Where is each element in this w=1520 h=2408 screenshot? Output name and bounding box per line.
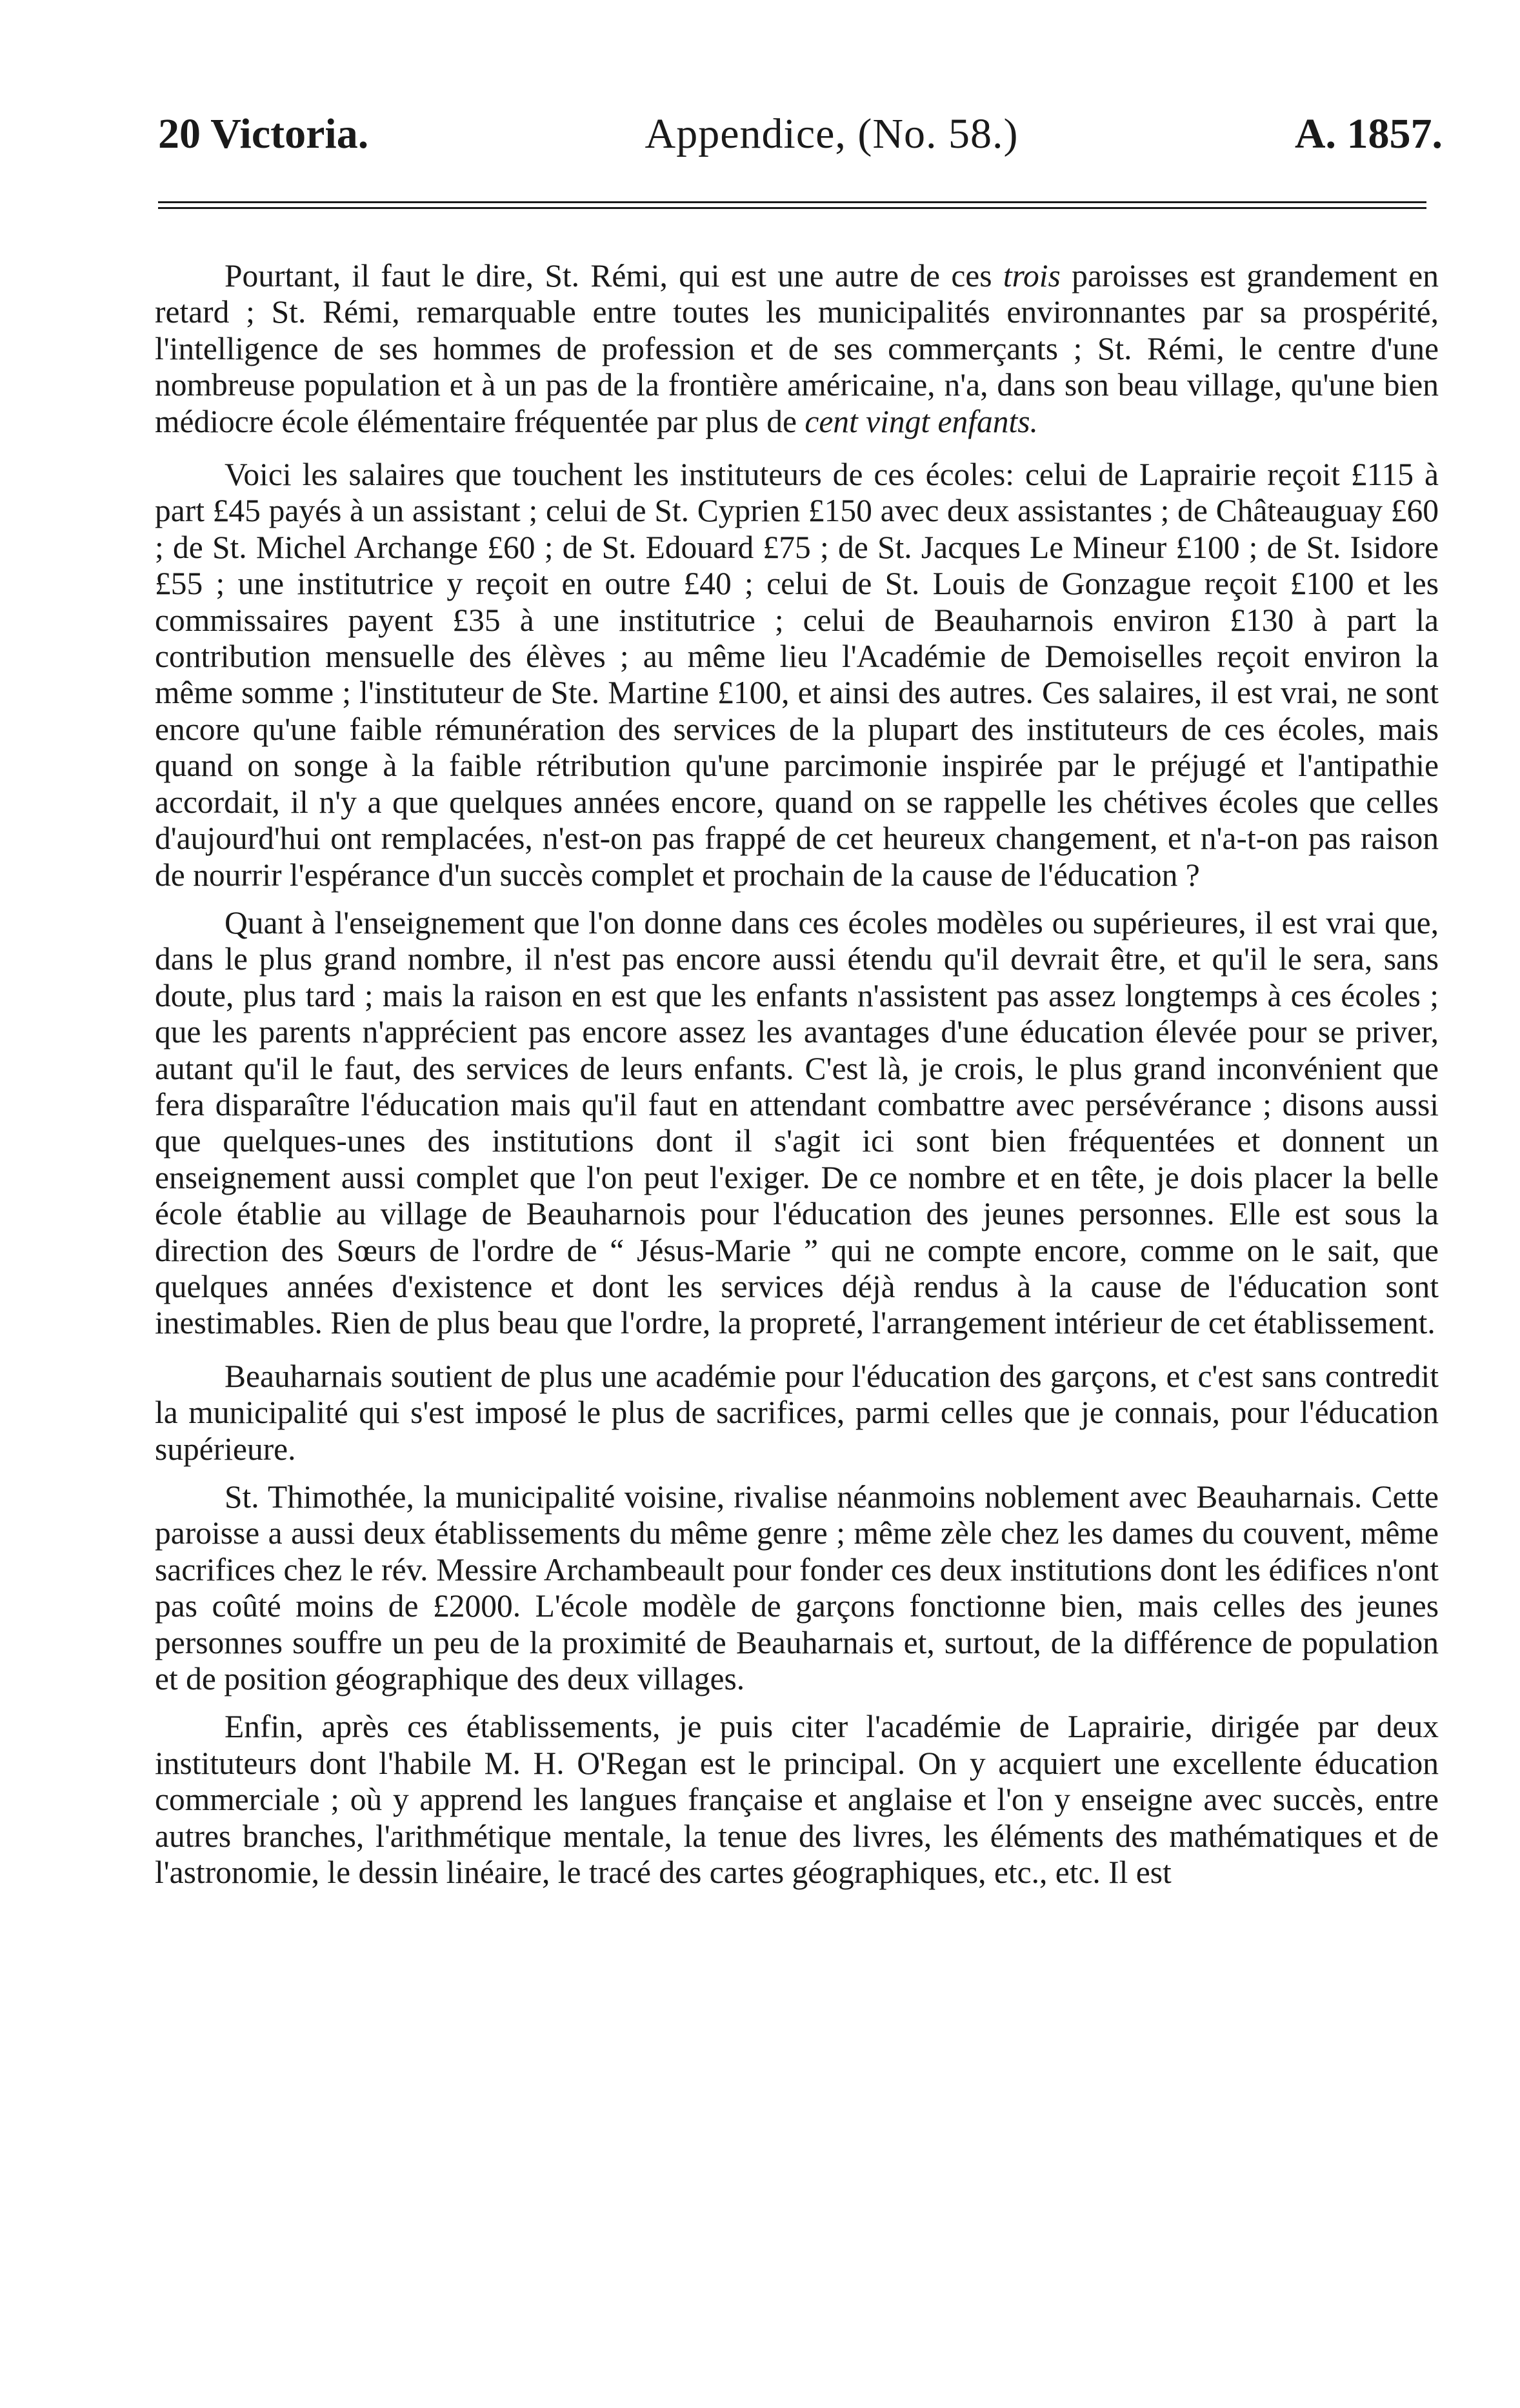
paragraph xyxy=(155,258,1439,440)
italic-text: cent vingt enfants. xyxy=(805,403,1038,439)
body-text xyxy=(155,258,1439,1902)
italic-text: trois xyxy=(1003,258,1061,294)
header-session: 20 Victoria. xyxy=(158,110,369,157)
paragraph: Voici les salaires que touchent les instituteurs de ces écoles: celui de Laprairie reçoit £115 à part £45 payés à un assistant ; celui de St. Cyprien £150 avec deux assistantes ; de Châteauguay £60 ; de St. Michel Archange £60 ; de St. Edouard £75 ; de St. Jacques Le Mineur £100 ; de St. Isidore £55 ; une institutrice y reçoit en outre £40 ; celui de St. Louis de Gonzague reçoit £100 et les commissaires payent £35 à une institutrice ; celui de Beauharnois environ £130 à part la contribution mensuelle des élèves ; au même lieu l'Académie de Demoiselles reçoit environ la même somme ; l'instituteur de Ste. Martine £100, et ainsi des autres. Ces salaires, il est vrai, ne sont encore qu'une faible rémunération des services de la plupart des instituteurs de ces écoles, mais quand on songe à la faible rétribution qu'une parcimonie inspirée par le préjugé et l'antipathie accordait, il n'y a que quelques années encore, quand on se rappelle les chétives écoles que celles d'aujourd'hui ont remplacées, n'est-on pas frappé de cet heureux changement, et n'a-t-on pas raison de nourrir l'espérance d'un succès complet et prochain de la cause de l'éducation ? xyxy=(155,457,1439,893)
paragraph-text: Pourtant, il faut le dire, St. Rémi, qui est une autre de ces xyxy=(225,258,1003,294)
paragraph: Quant à l'enseignement que l'on donne dans ces écoles modèles ou supérieures, il est vrai que, dans le plus grand nombre, il n'est pas encore aussi étendu qu'il devrait être, et qu'il le sera, sans doute, plus tard ; mais la raison en est que les enfants n'assistent pas assez longtemps à ces écoles ; que les parents n'apprécient pas encore assez les avantages d'une éducation élevée pour se priver, autant qu'il le faut, des services de leurs enfants. C'est là, je crois, le plus grand inconvénient que fera disparaître l'éducation mais qu'il faut en attendant combattre avec persévérance ; disons aussi que quelques-unes des institutions dont il s'agit ici sont bien fréquentées et donnent un enseignement aussi complet que l'on peut l'exiger. De ce nombre et en tête, je dois placer la belle école établie au village de Beauharnois pour l'éducation des jeunes personnes. Elle est sous la direction des Sœurs de l'ordre de “ Jésus-Marie ” qui ne compte encore, comme on le sait, que quelques années d'existence et dont les services déjà rendus à la cause de l'éducation sont inestimables. Rien de plus beau que l'ordre, la propreté, l'arrangement intérieur de cet établissement. xyxy=(155,904,1439,1341)
paragraph: Enfin, après ces établissements, je puis citer l'académie de Laprairie, dirigée par deux instituteurs dont l'habile M. H. O'Regan est le principal. On y acquiert une excellente éducation commerciale ; où y apprend les langues française et anglaise et l'on y enseigne avec succès, entre autres branches, l'arithmétique mentale, la tenue des livres, les éléments des mathématiques et de l'astronomie, le dessin linéaire, le tracé des cartes géographiques, etc., etc. Il est xyxy=(155,1709,1439,1891)
paragraph: Beauharnais soutient de plus une académie pour l'éducation des garçons, et c'est sans contredit la municipalité qui s'est imposé le plus de sacrifices, parmi celles que je connais, pour l'éducation supérieure. xyxy=(155,1358,1439,1467)
paragraph: St. Thimothée, la municipalité voisine, rivalise néanmoins noblement avec Beauharnais. Cette paroisse a aussi deux établissements du même genre ; même zèle chez les dames du couvent, même sacrifices chez le rév. Messire Archambeault pour fonder ces deux institutions dont les édifices n'ont pas coûté moins de £2000. L'école modèle de garçons fonctionne bien, mais celles des jeunes personnes souffre un peu de la proximité de Beauharnais et, surtout, de la différence de population et de position géographique des deux villages. xyxy=(155,1479,1439,1697)
rule-line xyxy=(158,201,1426,203)
paragraph-text: paroisses est grandement en retard ; St. Rémi, remarquable entre toutes les municipalités environnantes par sa prospérité, l'intelligence de ses hommes de profession et de ses commerçants ; St. Rémi, le centre d'une nombreuse population et à un pas de la frontière américaine, n'a, dans son beau village, qu'une bien médiocre école élémentaire fréquentée par plus de xyxy=(155,258,1439,439)
page-header xyxy=(158,110,1443,168)
header-double-rule xyxy=(158,201,1426,213)
header-appendix: Appendice, (No. 58.) xyxy=(645,110,1019,157)
header-year: A. 1857. xyxy=(1294,110,1443,157)
rule-line xyxy=(158,207,1426,209)
